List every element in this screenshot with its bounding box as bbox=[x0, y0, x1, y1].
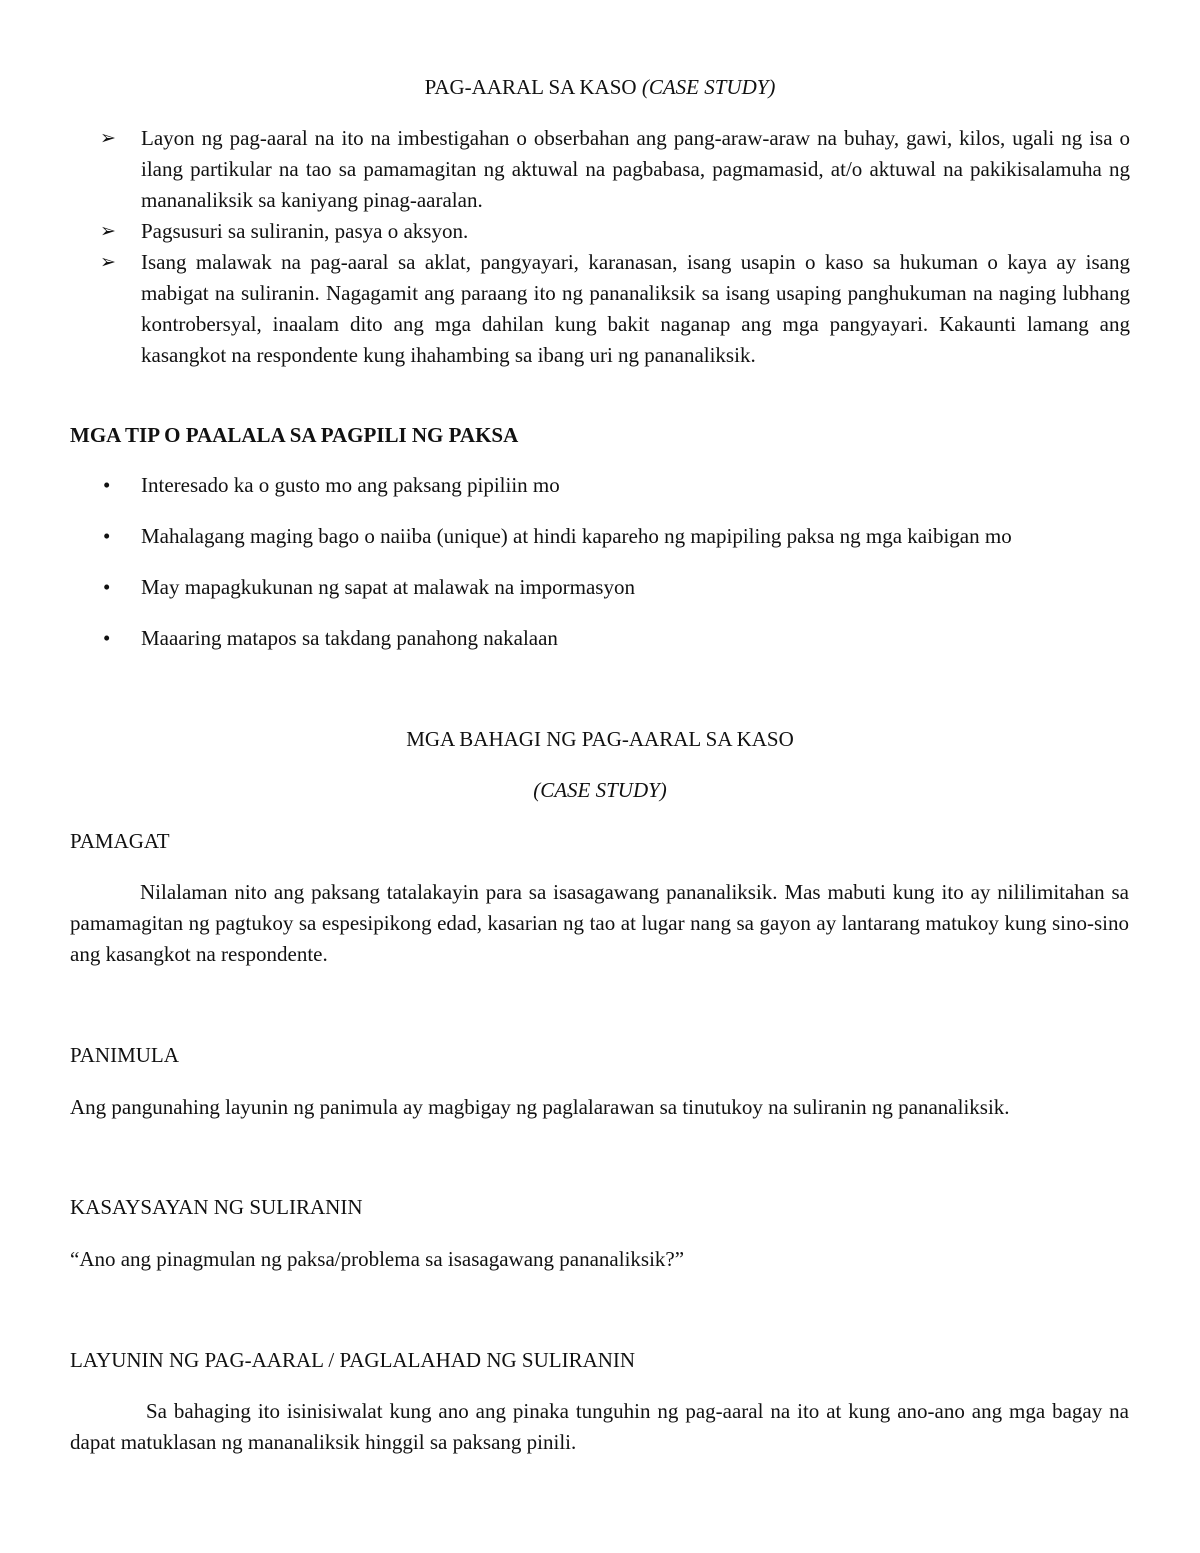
section-heading-pamagat: PAMAGAT bbox=[70, 829, 170, 853]
document-title-italic: (CASE STUDY) bbox=[641, 75, 776, 99]
arrowhead-bullet-icon: ➢ bbox=[100, 220, 116, 242]
section-heading-kasaysayan: KASAYSAYAN NG SULIRANIN bbox=[70, 1195, 363, 1219]
section-heading-panimula: PANIMULA bbox=[70, 1043, 179, 1067]
tips-list bbox=[100, 471, 1130, 675]
list-item-text: Maaaring matapos sa takdang panahong nakalaan bbox=[141, 626, 558, 650]
dot-bullet-icon: • bbox=[103, 575, 111, 599]
list-item bbox=[100, 624, 1130, 675]
dot-bullet-icon: • bbox=[103, 524, 111, 548]
list-item-text: May mapagkukunan ng sapat at malawak na impormasyon bbox=[141, 575, 635, 599]
list-item-text: Pagsusuri sa suliranin, pasya o aksyon. bbox=[141, 219, 469, 243]
section-text-pamagat: Nilalaman nito ang paksang tatalakayin para sa isasagawang pananaliksik. Mas mabuti kung ito ay nililimitahan sa pamamagitan ng pagtukoy sa espesipikong edad, kasarian ng tao at lugar nang sa gayon ay lantarang matukoy kung sino-sino ang kasangkot na respondente. bbox=[70, 880, 1129, 966]
tips-heading: MGA TIP O PAALALA SA PAGPILI NG PAKSA bbox=[70, 423, 519, 447]
dot-bullet-icon: • bbox=[103, 626, 111, 650]
list-item-text: Interesado ka o gusto mo ang paksang pipiliin mo bbox=[141, 473, 560, 497]
list-item-text: Layon ng pag-aaral na ito na imbestigahan o obserbahan ang pang-araw-araw na buhay, gawi, kilos, ugali ng isa o ilang partikular na tao sa pamamagitan ng aktuwal na pagbabasa, pagmamasid, at/o aktuwal na pakikisalamuha ng mananaliksik sa kaniyang pinag-aaralan. bbox=[141, 126, 1130, 212]
list-item bbox=[100, 247, 1130, 371]
parts-heading: MGA BAHAGI NG PAG-AARAL SA KASO bbox=[406, 727, 794, 751]
list-item bbox=[100, 471, 1130, 522]
dot-bullet-icon: • bbox=[103, 473, 111, 497]
arrowhead-bullet-icon: ➢ bbox=[100, 251, 116, 273]
section-heading-layunin: LAYUNIN NG PAG-AARAL / PAGLALAHAD NG SULIRANIN bbox=[70, 1348, 636, 1372]
list-item bbox=[100, 573, 1130, 624]
arrowhead-bullet-icon: ➢ bbox=[100, 127, 116, 149]
list-item bbox=[100, 123, 1130, 216]
list-item-text: Isang malawak na pag-aaral sa aklat, pangyayari, karanasan, isang usapin o kaso sa hukuman o kaya ay isang mabigat na suliranin. Nagagamit ang paraang ito ng pananaliksik sa isang usaping panghukuman na naging lubhang kontrobersyal, inaalam dito ang mga dahilan kung bakit naganap ang mga pangyayari. Kakaunti lamang ang kasangkot na respondente kung ihahambing sa ibang uri ng pananaliksik. bbox=[141, 250, 1130, 367]
intro-list bbox=[100, 123, 1130, 371]
list-item bbox=[100, 216, 1130, 247]
document-title bbox=[0, 73, 1200, 101]
section-text-layunin: Sa bahaging ito isinisiwalat kung ano ang pinaka tunguhin ng pag-aaral na ito at kung ano-ano ang mga bagay na dapat matuklasan ng mananaliksik hinggil sa paksang pinili. bbox=[70, 1399, 1129, 1454]
parts-subheading: (CASE STUDY) bbox=[533, 778, 667, 802]
document-title-main: PAG-AARAL SA KASO bbox=[424, 75, 642, 99]
list-item-text: Mahalagang maging bago o naiiba (unique) at hindi kapareho ng mapipiling paksa ng mga kaibigan mo bbox=[141, 524, 1012, 548]
list-item bbox=[100, 522, 1130, 573]
section-text-kasaysayan: “Ano ang pinagmulan ng paksa/problema sa isasagawang pananaliksik?” bbox=[70, 1247, 685, 1271]
section-text-panimula: Ang pangunahing layunin ng panimula ay magbigay ng paglalarawan sa tinutukoy na suliranin ng pananaliksik. bbox=[70, 1095, 1010, 1119]
